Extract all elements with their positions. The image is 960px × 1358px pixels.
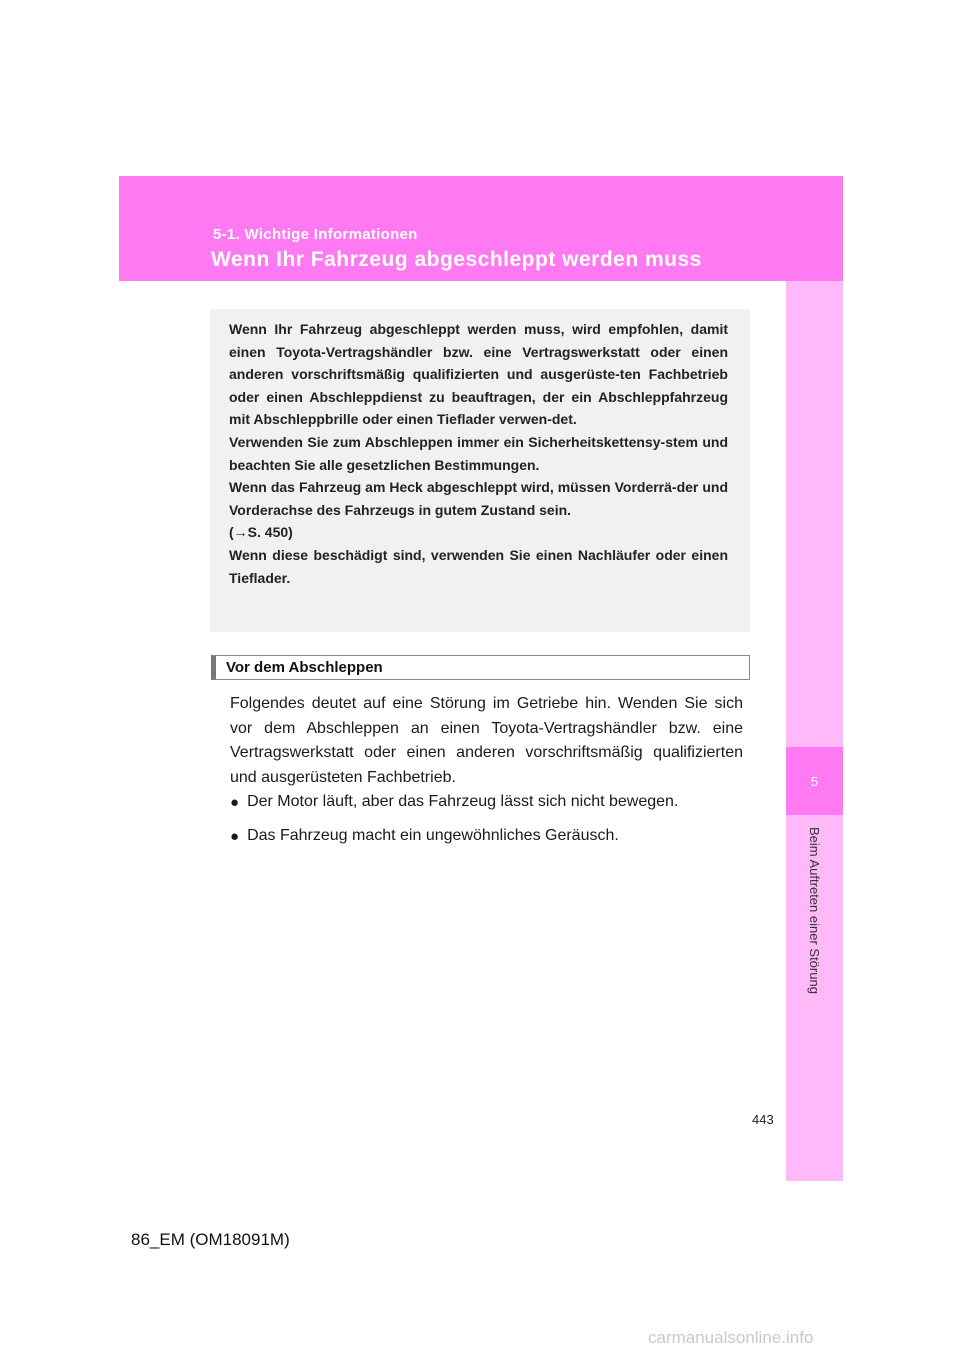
bullet-icon: ● [230, 827, 240, 845]
intro-paragraph-reference: (→S. 450) [229, 524, 293, 541]
intro-box [210, 309, 750, 632]
intro-paragraph: Wenn Ihr Fahrzeug abgeschleppt werden muss, wird empfohlen, damit einen Toyota-Vertragshändler bzw. eine Vertragswerkstatt oder einen anderen vorschriftsmäßig qualifizierten und ausgerüste-ten Fachbetrieb oder einen Abschleppdienst zu beauftragen, der ein Abschleppfahrzeug mit Abschleppbrille oder einen Tieflader verwen-det. [229, 321, 728, 428]
bullet-icon: ● [230, 793, 240, 811]
intro-paragraph: Wenn diese beschädigt sind, verwenden Sie einen Nachläufer oder einen Tieflader. [229, 546, 728, 586]
watermark: carmanualsonline.info [648, 1328, 814, 1347]
list-item-text: Das Fahrzeug macht ein ungewöhnliches Geräusch. [247, 827, 619, 844]
list-item-text: Der Motor läuft, aber das Fahrzeug lässt sich nicht bewegen. [247, 793, 679, 810]
list-item [230, 793, 678, 811]
intro-paragraph: Verwenden Sie zum Abschleppen immer ein Sicherheitskettensy-stem und beachten Sie alle gesetzlichen Bestimmungen. [229, 433, 728, 473]
page-title: Wenn Ihr Fahrzeug abgeschleppt werden muss [211, 248, 702, 271]
section-body: Folgendes deutet auf eine Störung im Getriebe hin. Wenden Sie sich vor dem Abschleppen an einen Toyota-Vertragshändler bzw. eine Vertragswerkstatt oder einen anderen vorschriftsmäßig qualifizierten und ausgerüsteten Fachbetrieb. [230, 695, 743, 786]
chapter-number-tab: 5 [786, 747, 843, 815]
section-label: 5-1. Wichtige Informationen [213, 226, 418, 243]
intro-paragraph: Wenn das Fahrzeug am Heck abgeschleppt wird, müssen Vorderrä-der und Vorderachse des Fahrzeugs in gutem Zustand sein. [229, 479, 728, 518]
page-number: 443 [752, 1112, 774, 1127]
section-heading: Vor dem Abschleppen [211, 655, 750, 680]
list-item [230, 827, 619, 845]
chapter-title: Beim Auftreten einer Störung [807, 827, 822, 994]
chapter-title-vertical [786, 815, 843, 1180]
footer-code: 86_EM (OM18091M) [131, 1230, 290, 1249]
